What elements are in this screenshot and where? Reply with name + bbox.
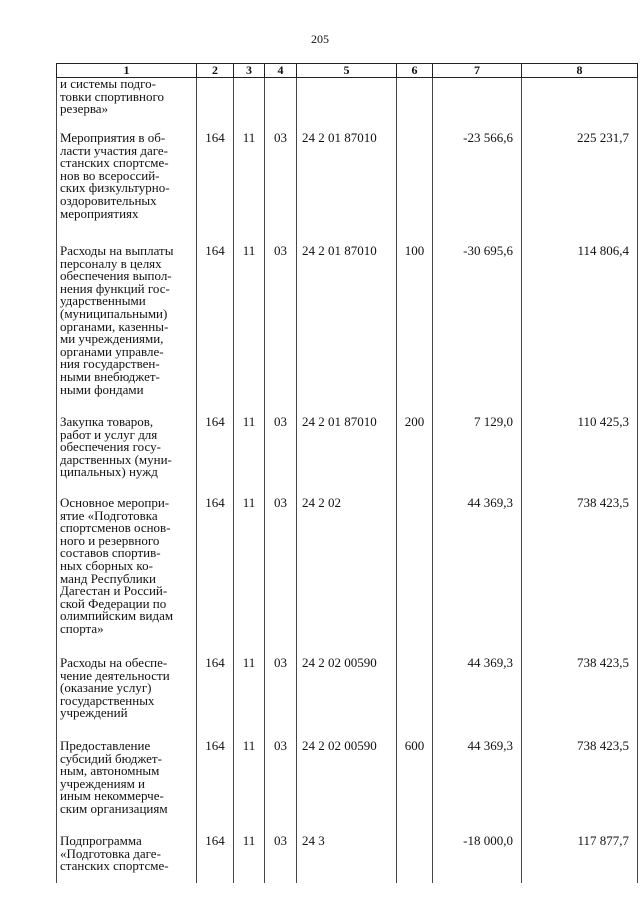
cell-subsection-code: 03 <box>265 492 297 652</box>
cell-total-amount: 225 231,7 <box>522 127 638 240</box>
row-description: Расходы на выплаты персоналу в целях обеспечения выпол- нения функций гос- ударственными (муниципальными) органами, казенны- ми учреждениями, органами управле- ния государствен- ными внебюджет- ными фондами <box>57 240 197 411</box>
table-row <box>57 830 638 883</box>
cell-ministry-code: 164 <box>197 735 234 830</box>
cell-ministry-code: 164 <box>197 127 234 240</box>
header-col-7: 7 <box>433 64 522 78</box>
cell-subsection-code: 03 <box>265 830 297 883</box>
cell-section-code <box>234 78 265 128</box>
table-row <box>57 411 638 492</box>
cell-subsection-code <box>265 78 297 128</box>
row-description: Предоставление субсидий бюджет- ным, автономным учреждениям и иным некоммерче- ским организациям <box>57 735 197 830</box>
header-col-3: 3 <box>234 64 265 78</box>
table-row <box>57 652 638 735</box>
cell-total-amount: 738 423,5 <box>522 492 638 652</box>
table-row <box>57 492 638 652</box>
cell-subsection-code: 03 <box>265 240 297 411</box>
cell-target-article: 24 2 01 87010 <box>297 411 397 492</box>
header-col-4: 4 <box>265 64 297 78</box>
cell-target-article: 24 3 <box>297 830 397 883</box>
table-body <box>57 78 638 884</box>
cell-section-code: 11 <box>234 411 265 492</box>
header-col-1: 1 <box>57 64 197 78</box>
cell-target-article: 24 2 01 87010 <box>297 127 397 240</box>
cell-change-amount: 44 369,3 <box>433 735 522 830</box>
cell-ministry-code: 164 <box>197 240 234 411</box>
cell-section-code: 11 <box>234 127 265 240</box>
cell-ministry-code: 164 <box>197 652 234 735</box>
cell-target-article: 24 2 02 00590 <box>297 735 397 830</box>
cell-section-code: 11 <box>234 735 265 830</box>
cell-subsection-code: 03 <box>265 652 297 735</box>
cell-total-amount: 738 423,5 <box>522 735 638 830</box>
cell-expense-type <box>397 492 433 652</box>
table-row <box>57 78 638 128</box>
cell-target-article <box>297 78 397 128</box>
cell-target-article: 24 2 02 00590 <box>297 652 397 735</box>
header-row <box>57 64 638 78</box>
cell-change-amount: 44 369,3 <box>433 492 522 652</box>
cell-ministry-code <box>197 78 234 128</box>
cell-target-article: 24 2 01 87010 <box>297 240 397 411</box>
cell-section-code: 11 <box>234 652 265 735</box>
header-col-8: 8 <box>522 64 638 78</box>
cell-change-amount: -30 695,6 <box>433 240 522 411</box>
cell-change-amount <box>433 78 522 128</box>
cell-ministry-code: 164 <box>197 411 234 492</box>
page-number: 205 <box>311 32 329 46</box>
cell-change-amount: 7 129,0 <box>433 411 522 492</box>
row-description: Мероприятия в об- ласти участия даге- станских спортсме- нов во всероссий- ских физкультурно- оздоровительных мероприятиях <box>57 127 197 240</box>
table-header <box>57 64 638 78</box>
cell-ministry-code: 164 <box>197 830 234 883</box>
budget-table <box>56 63 638 883</box>
row-description: Основное меропри- ятие «Подготовка спортсменов основ- ного и резервного составов спортив- ных сборных ко- манд Республики Дагестан и Россий- ской Федерации по олимпийским видам спорта» <box>57 492 197 652</box>
cell-change-amount: 44 369,3 <box>433 652 522 735</box>
cell-expense-type <box>397 78 433 128</box>
budget-table-container <box>56 63 637 874</box>
cell-subsection-code: 03 <box>265 411 297 492</box>
row-description: Подпрограмма «Подготовка даге- станских спортсме- <box>57 830 197 883</box>
cell-expense-type <box>397 830 433 883</box>
cell-total-amount: 117 877,7 <box>522 830 638 883</box>
cell-expense-type: 600 <box>397 735 433 830</box>
cell-section-code: 11 <box>234 492 265 652</box>
cell-total-amount: 110 425,3 <box>522 411 638 492</box>
cell-expense-type: 100 <box>397 240 433 411</box>
cell-change-amount: -18 000,0 <box>433 830 522 883</box>
table-row <box>57 735 638 830</box>
cell-total-amount: 114 806,4 <box>522 240 638 411</box>
row-description: Закупка товаров, работ и услуг для обеспечения госу- дарственных (муни- ципальных) нужд <box>57 411 197 492</box>
table-row <box>57 127 638 240</box>
row-description: Расходы на обеспе- чение деятельности (оказание услуг) государственных учреждений <box>57 652 197 735</box>
cell-subsection-code: 03 <box>265 735 297 830</box>
header-col-6: 6 <box>397 64 433 78</box>
cell-section-code: 11 <box>234 240 265 411</box>
cell-total-amount: 738 423,5 <box>522 652 638 735</box>
cell-ministry-code: 164 <box>197 492 234 652</box>
cell-expense-type <box>397 127 433 240</box>
table-row <box>57 240 638 411</box>
cell-section-code: 11 <box>234 830 265 883</box>
row-description: и системы подго- товки спортивного резерва» <box>57 78 197 128</box>
cell-expense-type: 200 <box>397 411 433 492</box>
cell-subsection-code: 03 <box>265 127 297 240</box>
cell-expense-type <box>397 652 433 735</box>
header-col-5: 5 <box>297 64 397 78</box>
cell-change-amount: -23 566,6 <box>433 127 522 240</box>
cell-total-amount <box>522 78 638 128</box>
cell-target-article: 24 2 02 <box>297 492 397 652</box>
header-col-2: 2 <box>197 64 234 78</box>
